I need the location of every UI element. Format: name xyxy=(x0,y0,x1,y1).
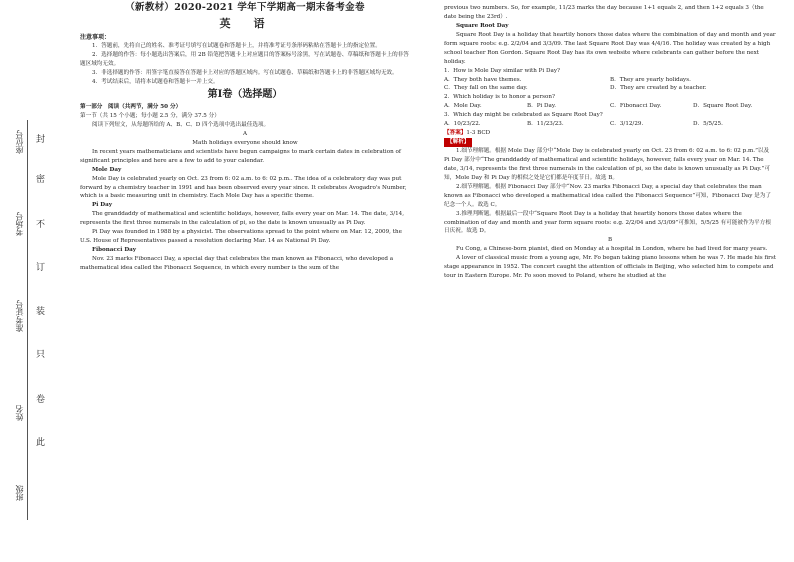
exam-room-label: 考场号 xyxy=(15,212,24,236)
note-item: 4．考试结束后，请将本试题卷和答题卡一并上交。 xyxy=(92,79,219,86)
option: D．They are created by a teacher. xyxy=(610,85,707,92)
option: A．10/23/22. xyxy=(444,121,481,128)
option: C．3/12/29. xyxy=(610,121,644,128)
paragraph: A lover of classical music from a young age, Mr. Fo began taking piano lessons when he was 7. He made his first stage appearance in 1952. The concert caught the attention of officials in Beijing, who selected him to compete and tour in Eastern Europe. Mr. Fo soon moved to Poland, where he studied at the xyxy=(444,255,776,280)
subheading: Mole Day xyxy=(92,166,122,173)
binding-line xyxy=(27,120,28,520)
section-title: 第Ⅰ卷（选择题） xyxy=(207,89,283,101)
options-row xyxy=(444,84,776,93)
option: A．They both have themes. xyxy=(444,76,522,83)
paragraph: The granddaddy of mathematical and scientific holidays, however, falls every year on Mar. 14. The date, 3/14, represents the first three numerals in the calculation of pi, so the date is known unusually as Pi Day. xyxy=(80,211,404,227)
answer-label: 【答案】 xyxy=(444,130,467,137)
paragraph: In recent years mathematicians and scientists have begun campaigns to mark certain dates in celebration of significant principles and here are a few to add to your calendar. xyxy=(80,148,401,164)
option: D．5/5/25. xyxy=(693,121,723,128)
seal-char: 只 xyxy=(36,350,46,360)
explanation: 2.细节理解题。根据 Fibonacci Day 部分中“Nov. 23 marks Fibonacci Day, a special day that celebrates the man known as Fibonacci who developed a mathematical idea called the Fibonacci Sequence”可知，Fibonacci Day 是为了纪念一个人。故选 C。 xyxy=(444,183,771,208)
option: B．11/23/23. xyxy=(527,121,564,128)
left-column xyxy=(80,0,410,273)
paragraph: Nov. 23 marks Fibonacci Day, a special day that celebrates the man known as Fibonacci, who developed a mathematical idea called the Fibonacci Sequence, in which every number is the sum of the xyxy=(80,256,394,271)
answer-value: 1-3 BCD xyxy=(466,130,491,137)
name-label: 姓名 xyxy=(15,405,24,421)
subheading: Square Root Day xyxy=(456,22,509,29)
seal-char: 订 xyxy=(36,263,46,273)
seal-char: 不 xyxy=(36,220,46,230)
option: C．Fibonacci Day. xyxy=(610,103,662,110)
option: B．Pi Day. xyxy=(527,103,557,110)
section-heading: 第一节（共 15 个小题；每小题 2.5 分，满分 37.5 分） xyxy=(80,113,220,119)
seat-number-label: 座位号 xyxy=(15,130,24,154)
part-heading: 第一部分 阅读（共两节，满分 50 分） xyxy=(80,104,182,111)
paragraph: Mole Day is celebrated yearly on Oct. 23 from 6: 02 a.m. to 6: 02 p.m.. The idea of a celebratory day was put forward by a chemistry teacher in 1991 and has been observed every year since. It celebrates Avogadro's Number, which is a basic measuring unit in chemistry. Each Mole Day has a specific theme. xyxy=(80,175,407,200)
instructions: 阅读下列短文，从每题所给的 A、B、C、D 四个选项中选出最佳选项。 xyxy=(92,121,270,128)
subheading: Pi Day xyxy=(92,202,113,209)
paragraph: previous two numbers. So, for example, 11/23 marks the day because 1+1 equals 2, and then 1+2 equals 3（the date being the 23rd）. xyxy=(444,5,764,20)
passage-title: Math holidays everyone should know xyxy=(192,139,298,146)
explanation: 3.推理判断题。根据最后一段中“Square Root Day is a holiday that heartily honors those dates where the combination of day and month and year form square roots: e.g. 2/2/04 and 3/3/09”可推知，5/5/25 有可能被作为平方根日庆祝。故选 D。 xyxy=(444,210,771,235)
admission-number-label: 准考证号 xyxy=(15,300,24,332)
note-item: 1．答题前，先将自己的姓名、准考证号填写在试题卷和答题卡上，并将准考证号条形码粘贴在答题卡上的指定位置。 xyxy=(92,43,381,50)
explanation-label: 【解析】 xyxy=(444,138,472,147)
passage-label: A xyxy=(242,130,248,137)
right-column xyxy=(444,4,776,281)
question: 2．Which holiday is to honor a person? xyxy=(444,94,555,101)
question: 3．Which day might be celebrated as Square Root Day? xyxy=(444,112,603,119)
option: C．They fall on the same day. xyxy=(444,85,528,92)
paragraph: Square Root Day is a holiday that heartily honors those dates where the combination of day and month and year form square roots: e.g. 2/2/04 and 3/3/09. The last Square Root Day was 4/4/16. The holiday was created by a high school teacher Ron Gordon. Square Root Day has its own website where celebrants can gather before the next holiday. xyxy=(444,31,776,65)
paragraph: Fu Cong, a Chinese-born pianist, died on Monday at a hospital in London, where he had lived for many years. xyxy=(456,246,768,253)
subject-title: 英 语 xyxy=(219,17,271,31)
option: D．Square Root Day. xyxy=(693,103,753,110)
seal-char: 卷 xyxy=(36,395,46,405)
paragraph: Pi Day was founded in 1988 by a physicist. The observations spread to the point where on Mar. 12, 2009, the U.S. House of Representatives passed a resolution declaring Mar. 14 as National Pi Day. xyxy=(80,229,402,245)
notes-title: 注意事项： xyxy=(80,33,111,41)
option: B．They are yearly holidays. xyxy=(610,76,691,83)
answer-line xyxy=(444,129,776,138)
question: 1．How is Mole Day similar with Pi Day? xyxy=(444,67,560,74)
seal-char: 装 xyxy=(36,307,46,317)
exam-title: （新教材）2020-2021 学年下学期高一期末备考金卷 xyxy=(125,2,365,13)
note-item: 3．非选择题的作答：用签字笔直接答在答题卡上对应的答题区域内。写在试题卷、草稿纸和答题卡上的非答题区域均无效。 xyxy=(92,70,398,77)
explanation: 1.细节理解题。根据 Mole Day 部分中“Mole Day is celebrated yearly on Oct. 23 from 6: 02 a.m. to 6: 02 p.m.”以及 Pi Day 部分中“The granddaddy of mathematical and scientific holidays, however, falls every year on Mar. 14. The date, 3/14, represents the first three numerals in the calculation of pi, so the date is known unusually as Pi Day.”可知，Mole Day 和 Pi Day 的相似之处是它们都是年度节日。故选 B。 xyxy=(444,148,771,181)
explanation-line xyxy=(444,138,776,147)
passage-label: B xyxy=(607,237,613,244)
options-row xyxy=(444,76,776,85)
options-row xyxy=(444,102,776,111)
subheading: Fibonacci Day xyxy=(92,247,137,254)
seal-char: 封 xyxy=(36,135,46,145)
seal-char: 密 xyxy=(36,175,46,185)
class-label: 班级 xyxy=(15,485,24,501)
options-row xyxy=(444,120,776,129)
option: A．Mole Day. xyxy=(444,103,482,110)
binding-margin xyxy=(0,0,52,562)
note-item: 2．选择题的作答：每小题选出答案后，用 2B 铅笔把答题卡上对应题目的答案标号涂黑，写在试题卷、草稿纸和答题卡上的非答题区域均无效。 xyxy=(80,52,409,68)
seal-char: 此 xyxy=(36,438,46,448)
